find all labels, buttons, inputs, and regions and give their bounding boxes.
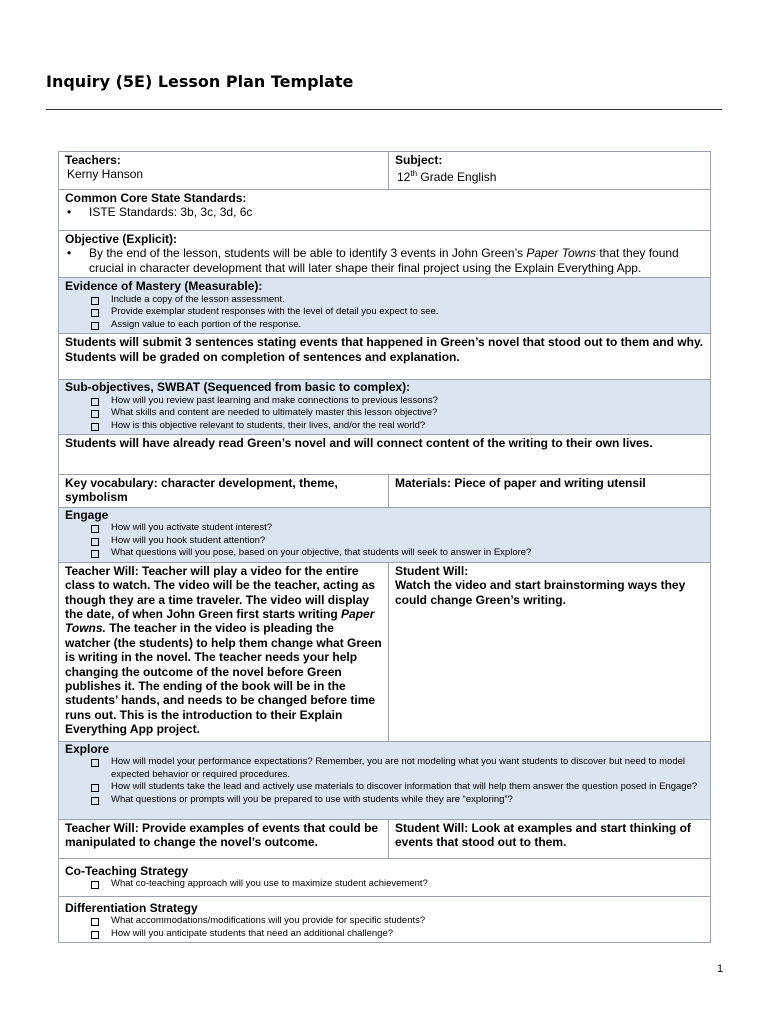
differentiation-question: What accommodations/modifications will you provide for specific students? <box>65 915 704 928</box>
mastery-question: Assign value to each portion of the response. <box>65 319 704 332</box>
subobjectives-question: How will you review past learning and make connections to previous lessons? <box>65 395 704 408</box>
standards-row <box>59 190 711 231</box>
engage-question: How will you hook student attention? <box>65 535 704 548</box>
standards-label: Common Core State Standards: <box>65 191 247 205</box>
differentiation-row <box>59 896 711 942</box>
subobjectives-answer-row <box>59 435 711 475</box>
explore-teacher-cell <box>59 819 389 858</box>
engage-teacher-text <box>65 564 382 736</box>
engage-teacher-start: Teacher Will: Teacher will play a video for the entire class to watch. The video will be the teacher, acting as though they are a time traveler. The video will display the date, of when John Green first starts writing <box>65 563 376 621</box>
objective-text-end: that they found crucial in character development that will later shape their final project using the Explain Everything App. <box>89 246 679 275</box>
lesson-plan-table <box>58 151 711 943</box>
explore-activity-row <box>59 819 711 858</box>
vocabulary-row <box>59 475 711 508</box>
subject-name: Grade English <box>417 170 497 185</box>
differentiation-cell <box>59 896 711 942</box>
materials-text: Materials: Piece of paper and writing utensil <box>395 476 646 491</box>
objective-text-start: By the end of the lesson, students will be able to identify 3 events in John Green’s <box>89 246 527 261</box>
coteaching-cell <box>59 858 711 896</box>
document-title: Inquiry (5E) Lesson Plan Template <box>46 72 354 91</box>
engage-activity-row <box>59 562 711 741</box>
standards-item: • ISTE Standards: 3b, 3c, 3d, 6c <box>65 205 704 219</box>
subject-value <box>395 167 704 184</box>
subobjectives-answer: Students will have already read Green’s novel and will connect content of the writing to their own lives. <box>65 436 653 451</box>
subject-grade: 12 <box>397 170 411 185</box>
engage-teacher-cell <box>59 562 389 741</box>
objective-row <box>59 231 711 278</box>
mastery-questions <box>65 294 704 332</box>
teachers-label: Teachers: <box>65 153 121 167</box>
explore-questions <box>65 756 704 806</box>
differentiation-label: Differentiation Strategy <box>65 900 198 915</box>
explore-teacher-text: Teacher Will: Provide examples of events that could be manipulated to change the novel’s outcome. <box>65 820 379 850</box>
engage-row <box>59 507 711 562</box>
mastery-answer-row <box>59 334 711 380</box>
vocabulary-text: Key vocabulary: character development, theme, symbolism <box>65 476 338 505</box>
engage-teacher-book: Paper Towns. <box>65 606 375 636</box>
explore-question: How will model your performance expectations? Remember, you are not modeling what you want students to discover but need to model expected behavior or required procedures. <box>65 756 704 781</box>
engage-student-text: Watch the video and start brainstorming ways they could change Green’s writing. <box>395 578 686 607</box>
mastery-question: Include a copy of the lesson assessment. <box>65 294 704 307</box>
subobjectives-question: What skills and content are needed to ultimately master this lesson objective? <box>65 407 704 420</box>
differentiation-questions <box>65 915 704 940</box>
teachers-cell <box>59 152 389 190</box>
vocabulary-cell <box>59 475 389 508</box>
engage-student-label: Student Will: <box>395 563 469 578</box>
engage-teacher-end: The teacher in the video is pleading the watcher (the students) to help them change what Green is writing in the novel. The teacher needs your help changing the outcome of the novel before Green publishes it. The ending of the book will be in the students’ hands, and needs to be changed before time runs out. This is the introduction to their Explain Everything App project. <box>65 621 382 737</box>
explore-cell <box>59 741 711 819</box>
mastery-question: Provide exemplar student responses with the level of detail you expect to see. <box>65 306 704 319</box>
mastery-answer-cell <box>59 334 711 380</box>
coteaching-questions <box>65 878 704 891</box>
subobjectives-questions <box>65 395 704 433</box>
objective-list <box>65 246 704 275</box>
mastery-cell <box>59 278 711 334</box>
mastery-row <box>59 278 711 334</box>
coteaching-label: Co-Teaching Strategy <box>65 863 189 878</box>
objective-cell <box>59 231 711 278</box>
standards-cell <box>59 190 711 231</box>
engage-questions <box>65 522 704 560</box>
explore-question: How will students take the lead and actively use materials to discover information that will help them answer the question posed in Engage? <box>65 781 704 794</box>
explore-student-cell <box>389 819 711 858</box>
subobjectives-label: Sub-objectives, SWBAT (Sequenced from basic to complex): <box>65 380 411 395</box>
engage-question: What questions will you pose, based on your objective, that students will seek to answer in Explore? <box>65 547 704 560</box>
page-number: 1 <box>717 963 724 975</box>
subject-grade-suffix: th <box>410 169 418 179</box>
mastery-answer: Students will submit 3 sentences stating events that happened in Green’s novel that stood out to them and why. Students will be graded on completion of sentences and explanation. <box>65 335 704 364</box>
standards-list <box>65 205 704 219</box>
subobjectives-row <box>59 380 711 435</box>
subobjectives-cell <box>59 380 711 435</box>
explore-label: Explore <box>65 741 110 756</box>
explore-question: What questions or prompts will you be prepared to use with students while they are “exploring”? <box>65 794 704 807</box>
subobjectives-answer-cell <box>59 435 711 475</box>
subject-cell <box>389 152 711 190</box>
title-divider <box>46 109 722 110</box>
engage-question: How will you activate student interest? <box>65 522 704 535</box>
mastery-label: Evidence of Mastery (Measurable): <box>65 279 263 294</box>
subject-label: Subject: <box>395 153 443 167</box>
objective-book-title: Paper Towns <box>526 246 596 261</box>
objective-text <box>65 246 704 275</box>
differentiation-question: How will you anticipate students that need an additional challenge? <box>65 928 704 941</box>
teachers-subject-row <box>59 152 711 190</box>
engage-label: Engage <box>65 507 109 522</box>
materials-cell <box>389 475 711 508</box>
objective-label: Objective (Explicit): <box>65 232 178 246</box>
subobjectives-question: How is this objective relevant to students, their lives, and/or the real world? <box>65 420 704 433</box>
explore-row <box>59 741 711 819</box>
engage-student-cell <box>389 562 711 741</box>
teachers-value: Kerny Hanson <box>67 167 144 182</box>
coteaching-question: What co-teaching approach will you use to maximize student achievement? <box>65 878 704 891</box>
engage-cell <box>59 507 711 562</box>
explore-student-text: Student Will: Look at examples and start thinking of events that stood out to them. <box>395 820 691 850</box>
coteaching-row <box>59 858 711 896</box>
